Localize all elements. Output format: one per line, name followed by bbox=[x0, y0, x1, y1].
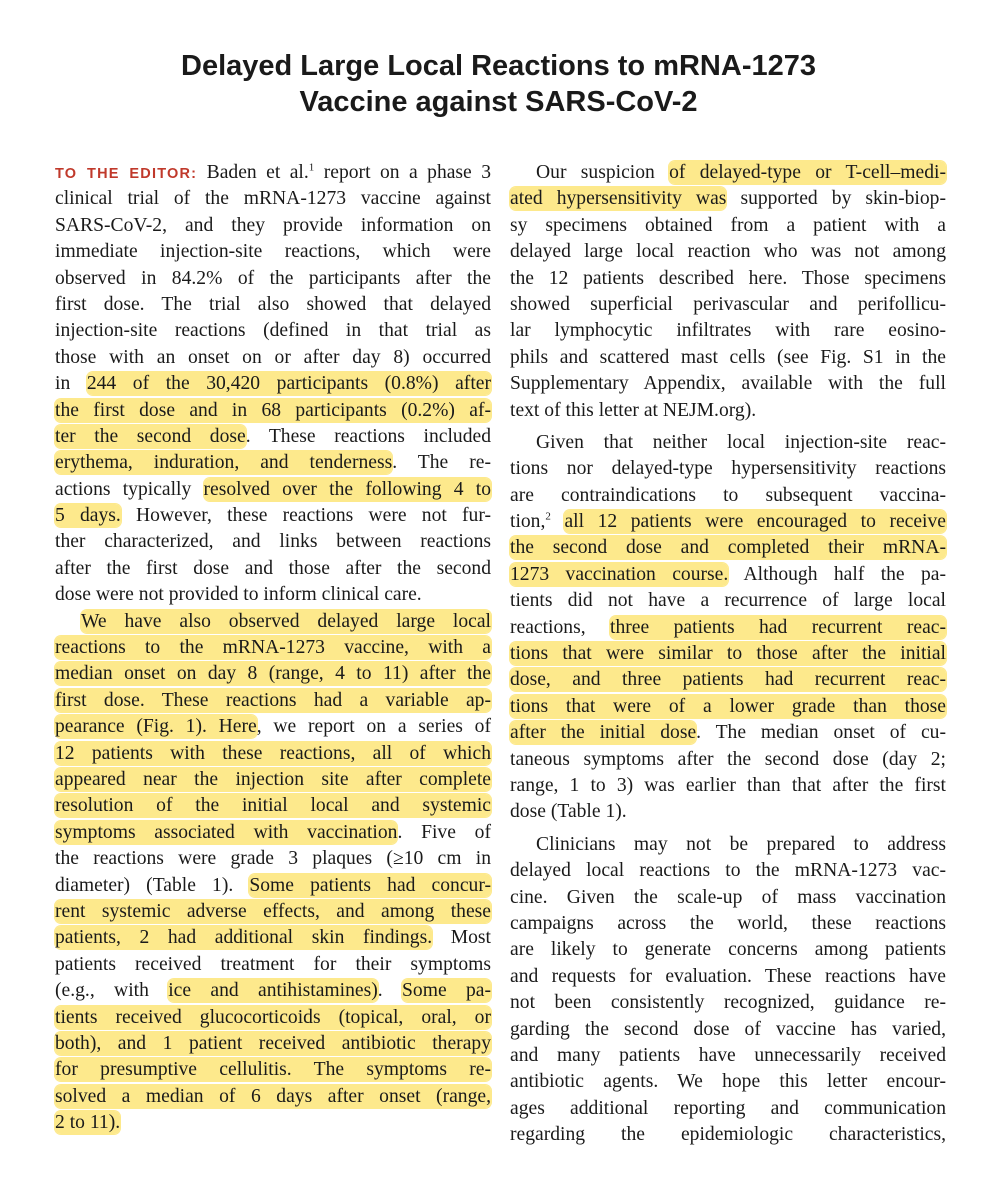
highlight: tions that were of a lower grade than those bbox=[510, 695, 946, 717]
text-line bbox=[55, 398, 491, 424]
text-line: delayed local reactions to the mRNA-1273 vac- bbox=[510, 860, 946, 882]
text-line: campaigns across the world, these reactions bbox=[510, 912, 946, 934]
text-line: Our suspicion of delayed-type or T-cell–medi- bbox=[536, 162, 946, 183]
text-line: after the first dose and those after the second bbox=[55, 557, 491, 579]
text-line: in 244 of the 30,420 participants (0.8%) after bbox=[55, 373, 491, 395]
text-line: ter the second dose. These reactions included bbox=[55, 425, 491, 447]
text-line: after the initial dose. The median onset of cu- bbox=[510, 722, 946, 744]
title-line-2: Vaccine against SARS-CoV-2 bbox=[299, 86, 698, 118]
text-line bbox=[55, 741, 491, 767]
to-the-editor-label: TO THE EDITOR: bbox=[55, 166, 198, 182]
highlight: resolved over the following 4 to bbox=[203, 478, 491, 500]
highlight: both), and 1 patient received antibiotic therapy bbox=[55, 1032, 491, 1054]
highlight: tients received glucocorticoids (topical, oral, or bbox=[55, 1006, 491, 1028]
text-line: erythema, induration, and tenderness. The re- bbox=[55, 452, 491, 474]
text-line: not been consistently recognized, guidance re- bbox=[510, 992, 946, 1014]
highlight: median onset on day 8 (range, 4 to 11) after the bbox=[55, 663, 491, 685]
text-line: antibiotic agents. We hope this letter encour- bbox=[510, 1071, 946, 1093]
text-line bbox=[55, 661, 491, 687]
text-line bbox=[510, 667, 946, 693]
text-line: ages additional reporting and communication bbox=[510, 1097, 946, 1119]
text-line: ated hypersensitivity was supported by skin-biop- bbox=[510, 188, 946, 210]
article-title bbox=[0, 48, 997, 120]
highlight: dose, and three patients had recurrent reac- bbox=[510, 669, 946, 691]
text-line bbox=[55, 688, 491, 714]
text-line bbox=[55, 1057, 491, 1083]
text-line: cine. Given the scale-up of mass vaccination bbox=[510, 886, 946, 908]
text-line: text of this letter at NEJM.org). bbox=[510, 399, 757, 421]
text-line: dose were not provided to inform clinical care. bbox=[55, 584, 422, 606]
highlight: 5 days. bbox=[55, 505, 121, 527]
text-line: dose (Table 1). bbox=[510, 801, 627, 823]
highlight: ice and antihistamines) bbox=[168, 980, 378, 1002]
text-line: ther characterized, and links between reactions bbox=[55, 531, 491, 553]
text-line: tions nor delayed-type hypersensitivity reactions bbox=[510, 458, 946, 480]
right-column bbox=[510, 160, 946, 1148]
text-line: diameter) (Table 1). Some patients had concur- bbox=[55, 874, 491, 896]
highlight: pearance (Fig. 1). Here bbox=[55, 716, 257, 738]
highlight: ter the second dose bbox=[55, 425, 246, 447]
highlight: 244 of the 30,420 participants (0.8%) after bbox=[86, 373, 491, 395]
text-line: observed in 84.2% of the participants after the bbox=[55, 267, 491, 289]
text-line: Clinicians may not be prepared to address bbox=[536, 833, 946, 855]
reference-1: 1 bbox=[308, 161, 315, 174]
text-line: (e.g., with ice and antihistamines). Some pa- bbox=[55, 980, 492, 1002]
text-line: immediate injection-site reactions, which were bbox=[55, 241, 491, 263]
text-line: Supplementary Appendix, available with the full bbox=[510, 373, 946, 395]
text-line: regarding the epidemiologic characteristics, bbox=[510, 1124, 946, 1146]
highlight: all 12 patients were encouraged to receive bbox=[564, 511, 946, 533]
highlight: tions that were similar to those after the initial bbox=[510, 643, 946, 665]
text-line bbox=[510, 694, 946, 720]
text-line bbox=[55, 1031, 491, 1057]
highlight: three patients had recurrent reac- bbox=[610, 616, 946, 638]
text-line: and requests for evaluation. These reactions have bbox=[510, 965, 946, 987]
left-column bbox=[55, 160, 491, 1136]
text-line: symptoms associated with vaccination. Five of bbox=[55, 821, 491, 843]
text-line: tion,$^2$ all 12 patients were encouraged to receive bbox=[510, 510, 946, 533]
text-line: TO THE EDITOR: Baden et al.$^1$ report on a phase 3 bbox=[55, 161, 491, 183]
highlight: reactions to the mRNA-1273 vaccine, with a bbox=[55, 637, 491, 659]
text-line: SARS-CoV-2, and they provide information on bbox=[55, 214, 491, 236]
text-line: clinical trial of the mRNA-1273 vaccine against bbox=[55, 188, 491, 210]
text-line: the 12 patients described here. Those specimens bbox=[510, 267, 946, 289]
highlight: Some pa- bbox=[402, 980, 492, 1002]
text-line: sy specimens obtained from a patient with a bbox=[510, 214, 946, 236]
text-line bbox=[55, 1110, 491, 1136]
text-line bbox=[55, 609, 491, 635]
text-line: the reactions were grade 3 plaques (≥10 cm in bbox=[55, 848, 491, 870]
highlight: patients, 2 had additional skin findings. bbox=[55, 927, 433, 949]
text-line bbox=[510, 641, 946, 667]
text-line bbox=[55, 793, 491, 819]
text-line: patients received treatment for their symptoms bbox=[55, 953, 491, 975]
highlight: first dose. These reactions had a variable ap- bbox=[55, 689, 491, 711]
highlight: the first dose and in 68 participants (0.2%) af- bbox=[55, 399, 491, 421]
highlight: rent systemic adverse effects, and among these bbox=[55, 900, 491, 922]
text-line bbox=[510, 535, 946, 561]
text-line bbox=[55, 767, 491, 793]
highlight: the second dose and completed their mRNA- bbox=[510, 537, 946, 559]
highlight: erythema, induration, and tenderness bbox=[55, 452, 393, 474]
highlight: ated hypersensitivity was bbox=[510, 188, 727, 210]
text-line: lar lymphocytic infiltrates with rare eosino- bbox=[510, 320, 946, 342]
text-line: are likely to generate concerns among patients bbox=[510, 939, 946, 961]
highlight: 12 patients with these reactions, all of which bbox=[55, 742, 491, 764]
text-line bbox=[55, 1005, 491, 1031]
text-line: and many patients have unnecessarily received bbox=[510, 1044, 946, 1066]
title-line-1: Delayed Large Local Reactions to mRNA-1273 bbox=[181, 50, 816, 82]
text-line: first dose. The trial also showed that delayed bbox=[55, 293, 491, 315]
text-line: injection-site reactions (defined in that trial as bbox=[55, 320, 491, 342]
text-line bbox=[55, 635, 491, 661]
text-line: 1273 vaccination course. Although half the pa- bbox=[510, 563, 946, 585]
text-line: range, 1 to 3) was earlier than that after the first bbox=[510, 774, 946, 796]
text-line bbox=[55, 899, 491, 925]
text-line: 5 days. However, these reactions were not fur- bbox=[55, 505, 491, 527]
highlight: for presumptive cellulitis. The symptoms re- bbox=[55, 1059, 491, 1081]
text-line: garding the second dose of vaccine has varied, bbox=[510, 1018, 946, 1040]
text-line: reactions, three patients had recurrent reac- bbox=[510, 616, 946, 638]
highlight: resolution of the initial local and systemic bbox=[55, 795, 491, 817]
highlight: Some patients had concur- bbox=[249, 874, 491, 896]
text-line bbox=[55, 1084, 491, 1110]
text-line: are contraindications to subsequent vaccina- bbox=[510, 484, 946, 506]
highlight: 2 to 11). bbox=[55, 1112, 121, 1134]
highlight: appeared near the injection site after complete bbox=[55, 768, 491, 790]
text-line: showed superficial perivascular and perifollicu- bbox=[510, 293, 946, 315]
highlight: after the initial dose bbox=[510, 722, 697, 744]
text-line: pearance (Fig. 1). Here, we report on a series of bbox=[55, 716, 491, 738]
highlight: 1273 vaccination course. bbox=[510, 563, 729, 585]
text-line: tients did not have a recurrence of large local bbox=[510, 590, 946, 612]
text-line: actions typically resolved over the following 4 to bbox=[55, 478, 491, 500]
highlight: symptoms associated with vaccination bbox=[55, 821, 398, 843]
highlight: solved a median of 6 days after onset (range, bbox=[55, 1085, 491, 1107]
text-line: Given that neither local injection-site reac- bbox=[536, 431, 946, 453]
highlight: of delayed-type or T-cell–medi- bbox=[669, 162, 946, 183]
highlight: We have also observed delayed large local bbox=[81, 610, 491, 632]
reference-2: 2 bbox=[545, 510, 551, 523]
text-line: those with an onset on or after day 8) occurred bbox=[55, 346, 491, 368]
text-line: phils and scattered mast cells (see Fig. S1 in the bbox=[510, 346, 946, 368]
text-line: delayed large local reaction who was not among bbox=[510, 241, 946, 263]
text-line: taneous symptoms after the second dose (day 2; bbox=[510, 748, 946, 770]
text-line: patients, 2 had additional skin findings. Most bbox=[55, 927, 491, 949]
